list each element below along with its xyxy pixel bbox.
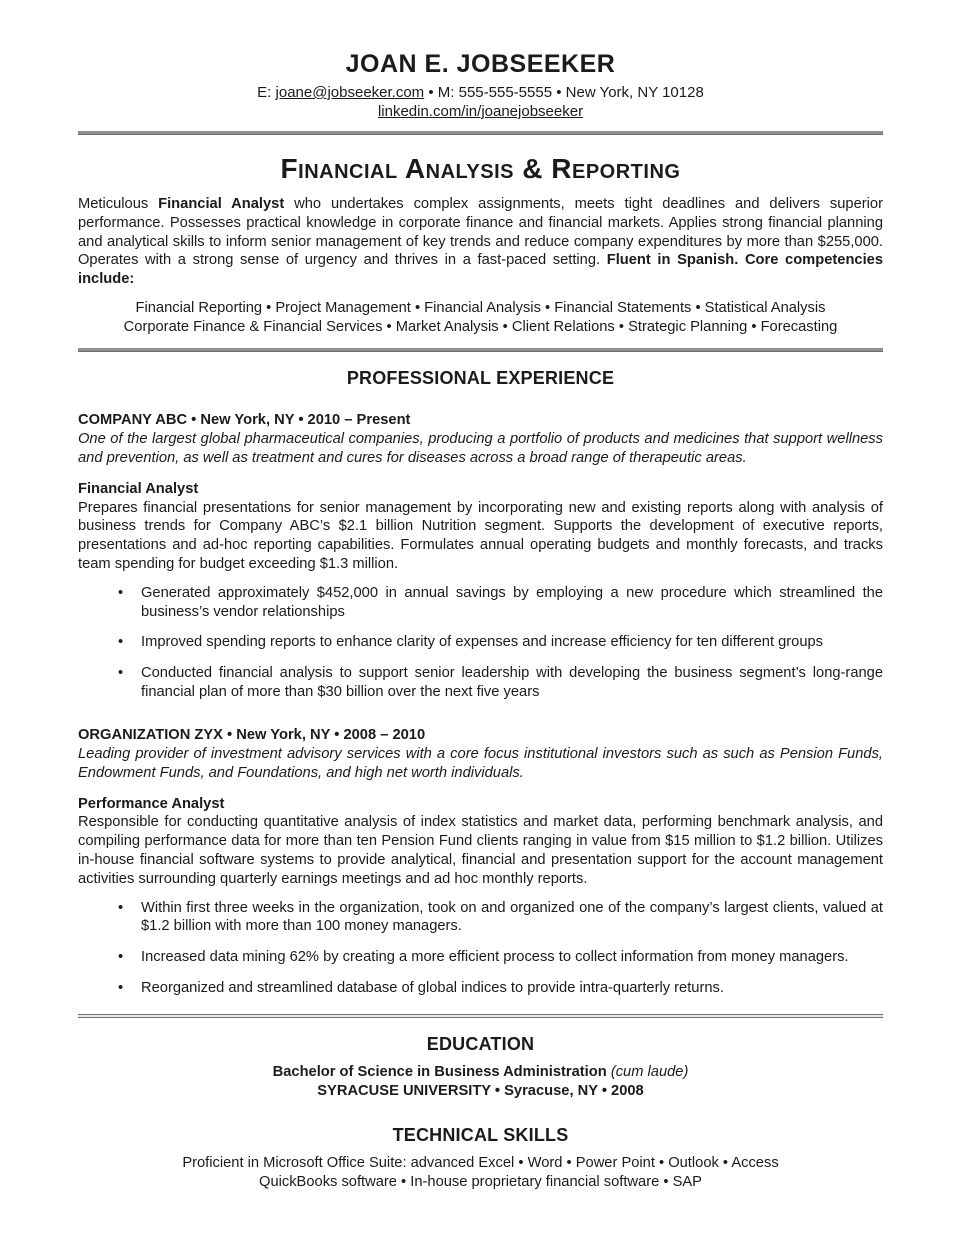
education-heading: EDUCATION	[426, 1033, 535, 1054]
school-line: SYRACUSE UNIVERSITY • Syracuse, NY • 2008	[317, 1082, 644, 1099]
skills-heading: TECHNICAL SKILLS	[392, 1124, 569, 1145]
summary-section	[78, 153, 883, 337]
job-bullet: • Increased data mining 62% by creating a more efficient process to collect information from money managers.	[118, 948, 883, 967]
job-bullet-list	[78, 899, 883, 998]
job-title: Performance Analyst	[78, 795, 225, 812]
linkedin-link[interactable]: linkedin.com/in/joanejobseeker	[377, 103, 584, 120]
degree-name: Bachelor of Science in Business Administration	[272, 1063, 607, 1080]
job-entry-company-abc	[78, 411, 883, 702]
email-link[interactable]: joane@jobseeker.com	[275, 84, 425, 101]
job-bullet: • Generated approximately $452,000 in annual savings by employing a new procedure which streamlined the business’s vendor relationships	[118, 584, 883, 622]
summary-text: Meticulous	[78, 196, 159, 212]
skills-section	[78, 1125, 883, 1192]
job-summary: Responsible for conducting quantitative analysis of index statistics and market data, performing benchmark analysis, and compiling performance data for more than ten Pension Fund clients ranging in value from $15 million to $1.2 billion. Utilizes in-house financial software systems to provide analytical, financial and presentation support for the account management activities surrounding quarterly earnings meetings and ad hoc monthly reports.	[78, 814, 883, 887]
company-description: Leading provider of investment advisory services with a core focus institutional investors such as such as Pension Funds, Endowment Funds, and Foundations, and high net worth individuals.	[78, 745, 883, 781]
skills-line-2: QuickBooks software • In-house proprietary financial software • SAP	[259, 1173, 702, 1190]
location-text: New York, NY 10128	[565, 84, 704, 101]
degree-line	[78, 1063, 883, 1082]
degree-honors: (cum laude)	[610, 1063, 689, 1080]
job-bullet-list	[78, 584, 883, 702]
linkedin-line	[78, 103, 883, 120]
job-bullet: • Within first three weeks in the organization, took on and organized one of the company’s largest clients, valued at $1.2 billion with more than 100 money managers.	[118, 899, 883, 937]
contact-separator: •	[428, 84, 434, 101]
contact-separator: •	[556, 84, 562, 101]
email-label: E:	[257, 84, 272, 101]
job-bullet: • Conducted financial analysis to support senior leadership with developing the business segment’s long-range financial plan of more than $30 billion over the next five years	[118, 664, 883, 702]
competencies-line-2: Corporate Finance & Financial Services • Market Analysis • Client Relations • Strategic Planning • Forecasting	[123, 318, 838, 335]
phone-number: M: 555-555-5555	[437, 84, 553, 101]
core-competencies	[78, 299, 883, 337]
summary-bold-tail: Fluent in Spanish. Core competencies include:	[78, 252, 883, 288]
headline-title: Financial Analysis & Reporting	[280, 153, 681, 184]
experience-divider	[78, 1014, 883, 1018]
summary-paragraph	[78, 195, 883, 289]
job-header: COMPANY ABC • New York, NY • 2010 – Present	[78, 411, 411, 428]
summary-divider	[78, 348, 883, 352]
competencies-line-1: Financial Reporting • Project Management • Financial Analysis • Financial Statements • Statistical Analysis	[135, 299, 826, 316]
candidate-name: JOAN E. JOBSEEKER	[345, 50, 616, 78]
summary-text: who undertakes complex assignments, meets tight deadlines and delivers superior performance. Possesses practical knowledge in corporate finance and financial markets. Applies strong financial planning and analytical skills to inform senior management of key trends and reduce company expenditures by more than $255,000. Operates with a strong sense of urgency and thrives in a fast-paced setting.	[78, 196, 883, 269]
contact-line	[78, 84, 883, 101]
summary-bold-role: Financial Analyst	[158, 196, 285, 212]
job-title: Financial Analyst	[78, 480, 199, 497]
company-description: One of the largest global pharmaceutical companies, producing a portfolio of products and medicines that support wellness and prevention, as well as treatment and cures for diseases across a broad range of therapeutic areas.	[78, 430, 883, 466]
header-divider	[78, 131, 883, 135]
job-summary: Prepares financial presentations for senior management by incorporating new and existing reports along with analysis of business trends for Company ABC’s $2.1 billion Nutrition segment. Supports the development of executive reports, presentations and ad-hoc reporting capabilities. Formulates annual operating budgets and monthly forecasts, and tracks team spending for budget exceeding $1.3 million.	[78, 499, 883, 572]
resume-header	[78, 50, 883, 120]
job-bullet: • Improved spending reports to enhance clarity of expenses and increase efficiency for ten different groups	[118, 633, 883, 652]
job-entry-organization-zyx	[78, 726, 883, 998]
skills-line-1: Proficient in Microsoft Office Suite: advanced Excel • Word • Power Point • Outlook • Access	[182, 1154, 779, 1171]
experience-heading: PROFESSIONAL EXPERIENCE	[346, 367, 615, 388]
education-section	[78, 1034, 883, 1101]
experience-section	[78, 368, 883, 998]
job-header: ORGANIZATION ZYX • New York, NY • 2008 – 2010	[78, 726, 426, 743]
job-bullet: • Reorganized and streamlined database of global indices to provide intra-quarterly returns.	[118, 979, 883, 998]
